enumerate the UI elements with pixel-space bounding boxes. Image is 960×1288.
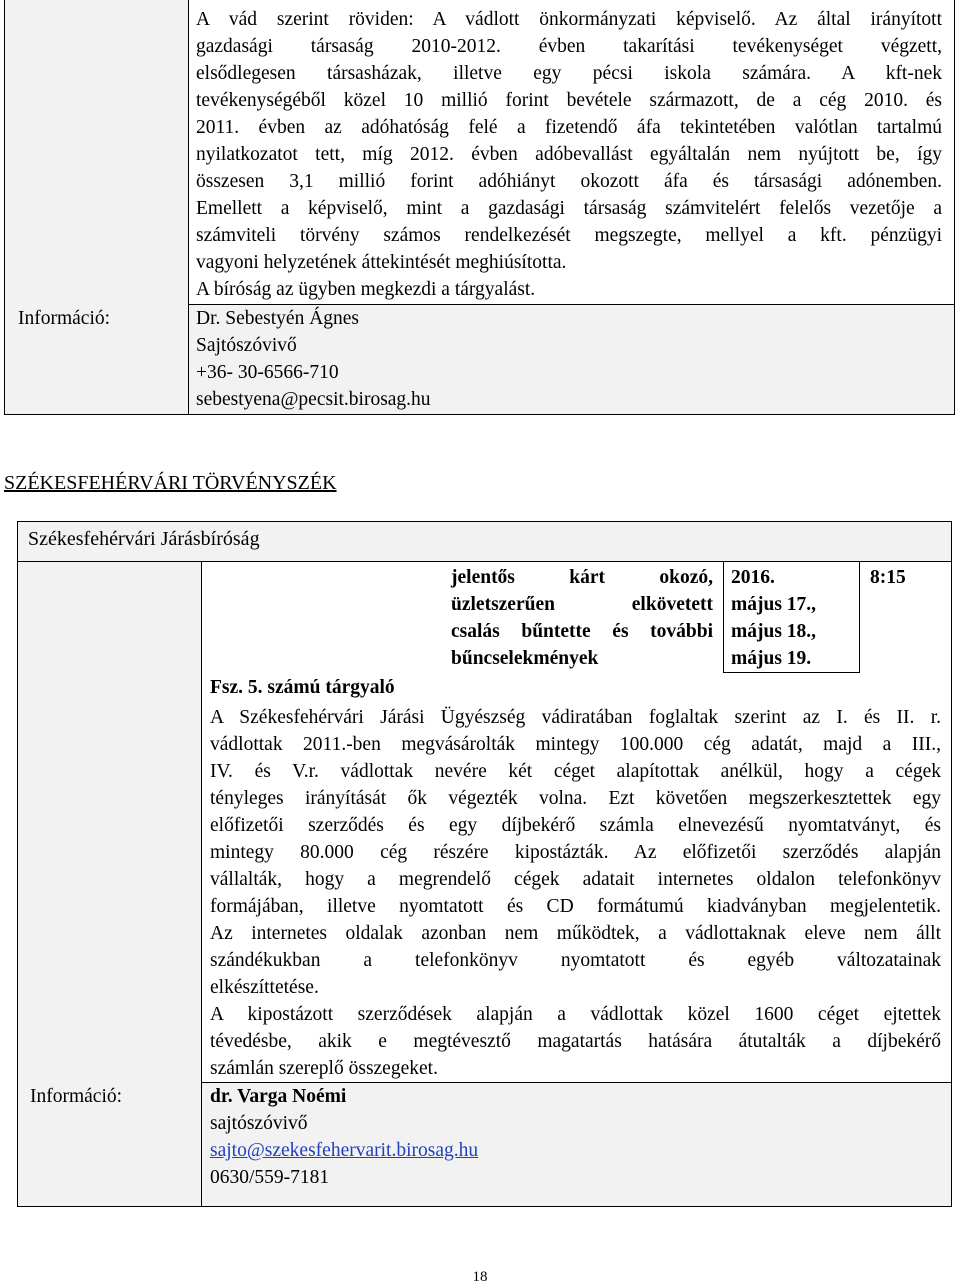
case-description	[210, 704, 941, 1082]
contact-role: Sajtószóvivő	[196, 335, 297, 356]
description-line: A vád szerint röviden: A vádlott önkormányzati képviselő. Az által irányított	[196, 9, 942, 30]
date-line: május 17.,	[731, 594, 817, 615]
description-line: 2011. évben az adóhatóság felé a fizetendő áfa tekintetében valótlan tartalmú	[196, 117, 942, 138]
description-line: nyilatkozatot tett, míg 2012. évben adóbevallást egyáltalán nem nyújtott be, így	[196, 144, 942, 165]
description-line: számlán szereplő összegeket.	[210, 1058, 438, 1079]
press-contact	[210, 1083, 478, 1191]
case-type-line: csalás bűntette és további	[451, 621, 713, 642]
description-line: vagyoni helyzetének áttekintését meghiúsította.	[196, 252, 567, 273]
case-description	[196, 6, 942, 303]
description-line: Az internetes oldalak azonban nem működtek, a vádlottaknak eleve nem állt	[210, 923, 941, 944]
description-line: mintegy 80.000 cég részére kipostázták. Az előfizetői szerződés alapján	[210, 842, 941, 863]
case-type	[451, 564, 713, 672]
contact-email-link[interactable]: sajto@szekesfehervarit.birosag.hu	[210, 1140, 479, 1161]
contact-name: dr. Varga Noémi	[210, 1086, 347, 1107]
description-line: előfizetői szerződés és egy díjbekérő számla elnevezésű nyomtatványt, és	[210, 815, 941, 836]
courtroom: Fsz. 5. számú tárgyaló	[210, 677, 395, 698]
contact-name: Dr. Sebestyén Ágnes	[196, 308, 360, 329]
contact-phone: 0630/559-7181	[210, 1167, 330, 1188]
info-label: Információ:	[30, 1086, 123, 1107]
contact-role: sajtószóvivő	[210, 1113, 308, 1134]
page-number: 18	[472, 1269, 488, 1285]
description-line: vállalták, hogy a megrendelő cégek adatait internetes oldalon telefonkönyv	[210, 869, 941, 890]
date-line: május 19.	[731, 648, 812, 669]
section-heading: SZÉKESFEHÉRVÁRI TÖRVÉNYSZÉK	[4, 472, 337, 494]
contact-email: sebestyena@pecsit.birosag.hu	[196, 389, 431, 410]
court-name: Székesfehérvári Járásbíróság	[28, 528, 260, 550]
description-line: A Székesfehérvári Járási Ügyészség vádiratában foglaltak szerint az I. és II. r.	[210, 707, 941, 728]
description-line: A kipostázott szerződések alapján a vádlottak közel 1600 céget ejtettek	[210, 1004, 941, 1025]
hearing-dates	[731, 564, 816, 672]
date-line: 2016.	[731, 567, 775, 588]
description-line: tényleges irányítását ők végezték volna. Ezt követően megszerkesztettek egy	[210, 788, 941, 809]
description-line: tevékenységéből közel 10 millió forint bevétele származott, de a cég 2010. és	[196, 90, 942, 111]
description-line: szándékukban a telefonkönyv nyomtatott és egyéb változatainak	[210, 950, 941, 971]
description-line: IV. és V.r. vádlottak nevére két céget alapítottak anélkül, hogy a cégek	[210, 761, 941, 782]
description-line: elkészíttetése.	[210, 977, 319, 998]
description-line: formájában, illetve nyomtatott és CD formátumú kiadványban megjelentetik.	[210, 896, 941, 917]
hearing-time: 8:15	[870, 567, 906, 588]
date-line: május 18.,	[731, 621, 817, 642]
press-contact	[196, 305, 431, 413]
case-type-line: üzletszerűen elkövetett	[451, 594, 713, 615]
description-line: tévedésbe, akik e megtévesztő magatartás hatására átutalták a díjbekérő	[210, 1031, 941, 1052]
case-type-line: jelentős kárt okozó,	[451, 567, 713, 588]
description-line: számviteli törvény számos rendelkezését megszegte, mellyel a kft. pénzügyi	[196, 225, 942, 246]
label-cell-bg	[4, 0, 188, 414]
contact-phone: +36- 30-6566-710	[196, 362, 339, 383]
description-line: összesen 3,1 millió forint adóhiányt okozott áfa és társasági adónemben.	[196, 171, 942, 192]
case-type-line: bűncselekmények	[451, 648, 599, 669]
description-line: Emellett a képviselő, mint a gazdasági társaság számvitelért felelős vezetője a	[196, 198, 942, 219]
info-label: Információ:	[18, 308, 111, 329]
closing-statement: A bíróság az ügyben megkezdi a tárgyalást.	[196, 279, 536, 300]
description-line: vádlottak 2011.-ben megvásárolták mintegy 100.000 cég adatát, majd a III.,	[210, 734, 941, 755]
description-line: gazdasági társaság 2010-2012. évben takarítási tevékenységet végzett,	[196, 36, 942, 57]
description-line: elsődlegesen társasházak, illetve egy pécsi iskola számára. A kft-nek	[196, 63, 942, 84]
